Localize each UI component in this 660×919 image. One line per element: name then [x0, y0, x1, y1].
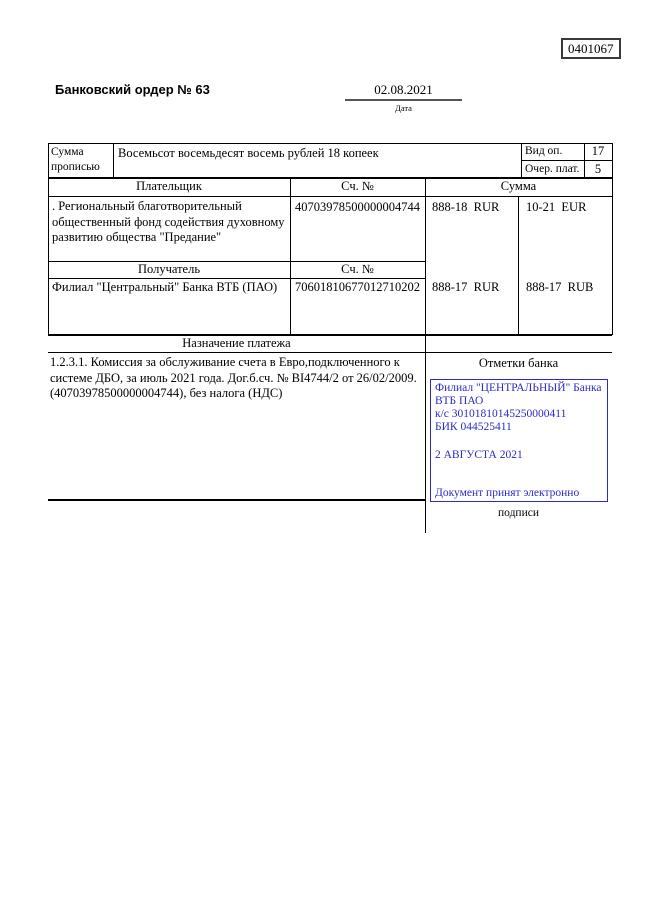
payer-name: . Региональный благотворительный общественный фонд содействия духовному развитию общества "Предание": [52, 199, 285, 244]
date-block: [345, 82, 462, 113]
stamp-bik: БИК 044525411: [435, 421, 512, 433]
divider: [518, 196, 519, 335]
signatures-label: подписи: [498, 507, 539, 519]
divider: [48, 196, 612, 197]
payer-account: 40703978500000004744: [295, 200, 420, 214]
stamp-bank-name: Филиал "ЦЕНТРАЛЬНЫЙ" Банка ВТБ ПАО: [435, 382, 602, 407]
credit-amount-rur: 888-17 RUR: [432, 280, 500, 294]
bank-stamp: [430, 379, 608, 502]
divider: [48, 143, 49, 335]
form-code-box: [561, 38, 621, 59]
operation-type-value: 17: [591, 144, 605, 158]
order-table: [48, 143, 612, 535]
stamp-date: 2 АВГУСТА 2021: [435, 449, 523, 461]
credit-amount-rub: 888-17 RUB: [526, 280, 594, 294]
purpose-header: Назначение платежа: [182, 336, 291, 350]
divider: [521, 160, 612, 161]
receiver-account-column-header: Сч. №: [341, 262, 374, 276]
sum-in-words-value: Восемьсот восемьдесят восемь рублей 18 копеек: [118, 146, 379, 160]
receiver-name: Филиал "Центральный" Банка ВТБ (ПАО): [52, 280, 278, 294]
sum-in-words-label: Сумма прописью: [51, 146, 100, 173]
payment-order-label: Очер. плат.: [525, 163, 580, 175]
divider: [113, 143, 114, 178]
stamp-footer: Документ принят электронно: [435, 487, 580, 499]
purpose-text: 1.2.3.1. Комиссия за обслуживание счета в Евро,подключенного к системе ДБО, за июль 2021 года. Дог.б.сч. № ВI4744/2 от 26/02/2009.(40703978500000004744), без налога (НДС): [50, 355, 417, 400]
divider: [521, 143, 522, 178]
operation-type-label: Вид оп.: [525, 145, 563, 157]
divider: [48, 278, 425, 279]
divider: [48, 499, 425, 501]
date-value: 02.08.2021: [345, 82, 462, 101]
divider: [290, 178, 291, 335]
receiver-column-header: Получатель: [137, 262, 201, 276]
debit-amount-rur: 888-18 RUR: [432, 200, 500, 214]
payment-order-value: 5: [594, 162, 602, 176]
payer-column-header: Плательщик: [136, 179, 202, 193]
divider: [48, 352, 612, 353]
form-code: 0401067: [568, 41, 614, 56]
sum-column-header: Сумма: [500, 179, 537, 193]
divider: [612, 143, 613, 335]
date-label: Дата: [395, 103, 412, 113]
receiver-account: 70601810677012710202: [295, 280, 420, 294]
account-column-header: Сч. №: [341, 179, 374, 193]
document-title: Банковский ордер № 63: [55, 82, 210, 97]
stamp-corr-account: к/с 30101810145250000411: [435, 408, 567, 420]
debit-amount-eur: 10-21 EUR: [526, 200, 587, 214]
bank-marks-header: Отметки банка: [478, 356, 559, 370]
